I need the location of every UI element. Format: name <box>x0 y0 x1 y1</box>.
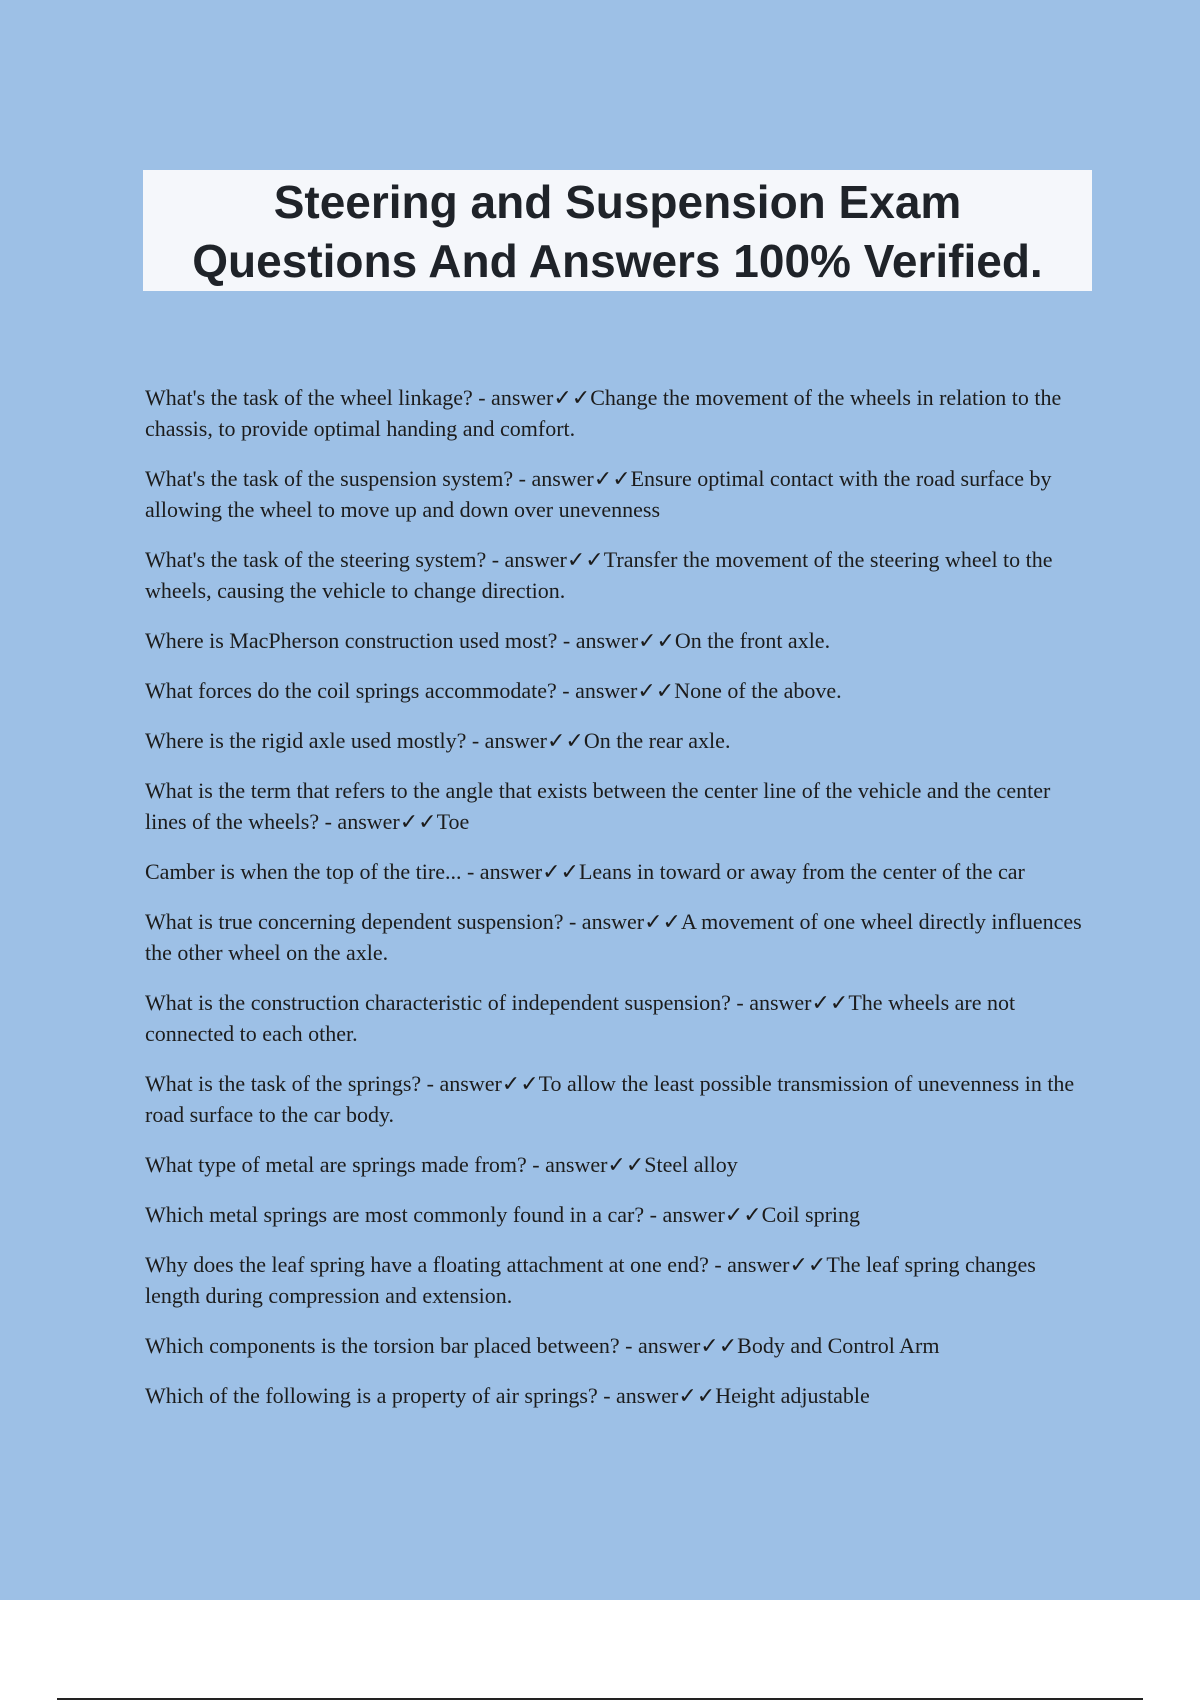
qa-item: What is the construction characteristic of independent suspension? - answer✓✓The wheels are not connected to each other. <box>145 990 1016 1046</box>
qa-item: What is the term that refers to the angle that exists between the center line of the vehicle and the center lines of the wheels? - answer✓✓Toe <box>145 778 1051 834</box>
title-box <box>143 170 1092 291</box>
qa-item: Which components is the torsion bar placed between? - answer✓✓Body and Control Arm <box>145 1333 940 1358</box>
qa-item: What's the task of the wheel linkage? - answer✓✓Change the movement of the wheels in relation to the chassis, to provide optimal handing and comfort. <box>145 385 1062 441</box>
qa-list <box>145 382 1090 1430</box>
qa-item: Where is MacPherson construction used most? - answer✓✓On the front axle. <box>145 628 831 653</box>
qa-item: Where is the rigid axle used mostly? - answer✓✓On the rear axle. <box>145 728 731 753</box>
title-line-2: Questions And Answers 100% Verified. <box>192 235 1043 287</box>
qa-item: Which of the following is a property of air springs? - answer✓✓Height adjustable <box>145 1383 870 1408</box>
qa-item: Why does the leaf spring have a floating attachment at one end? - answer✓✓The leaf spring changes length during compression and extension. <box>145 1252 1036 1308</box>
qa-item: What type of metal are springs made from? - answer✓✓Steel alloy <box>145 1152 738 1177</box>
qa-item: What is true concerning dependent suspension? - answer✓✓A movement of one wheel directly influences the other wheel on the axle. <box>145 909 1082 965</box>
qa-item: What forces do the coil springs accommodate? - answer✓✓None of the above. <box>145 678 842 703</box>
qa-item: What's the task of the suspension system? - answer✓✓Ensure optimal contact with the road surface by allowing the wheel to move up and down over unevenness <box>145 466 1052 522</box>
qa-item: Camber is when the top of the tire... - answer✓✓Leans in toward or away from the center of the car <box>145 859 1025 884</box>
qa-item: What is the task of the springs? - answer✓✓To allow the least possible transmission of unevenness in the road surface to the car body. <box>145 1071 1075 1127</box>
qa-item: Which metal springs are most commonly found in a car? - answer✓✓Coil spring <box>145 1202 861 1227</box>
qa-item: What's the task of the steering system? - answer✓✓Transfer the movement of the steering wheel to the wheels, causing the vehicle to change direction. <box>145 547 1053 603</box>
title-line-1: Steering and Suspension Exam <box>273 176 962 228</box>
